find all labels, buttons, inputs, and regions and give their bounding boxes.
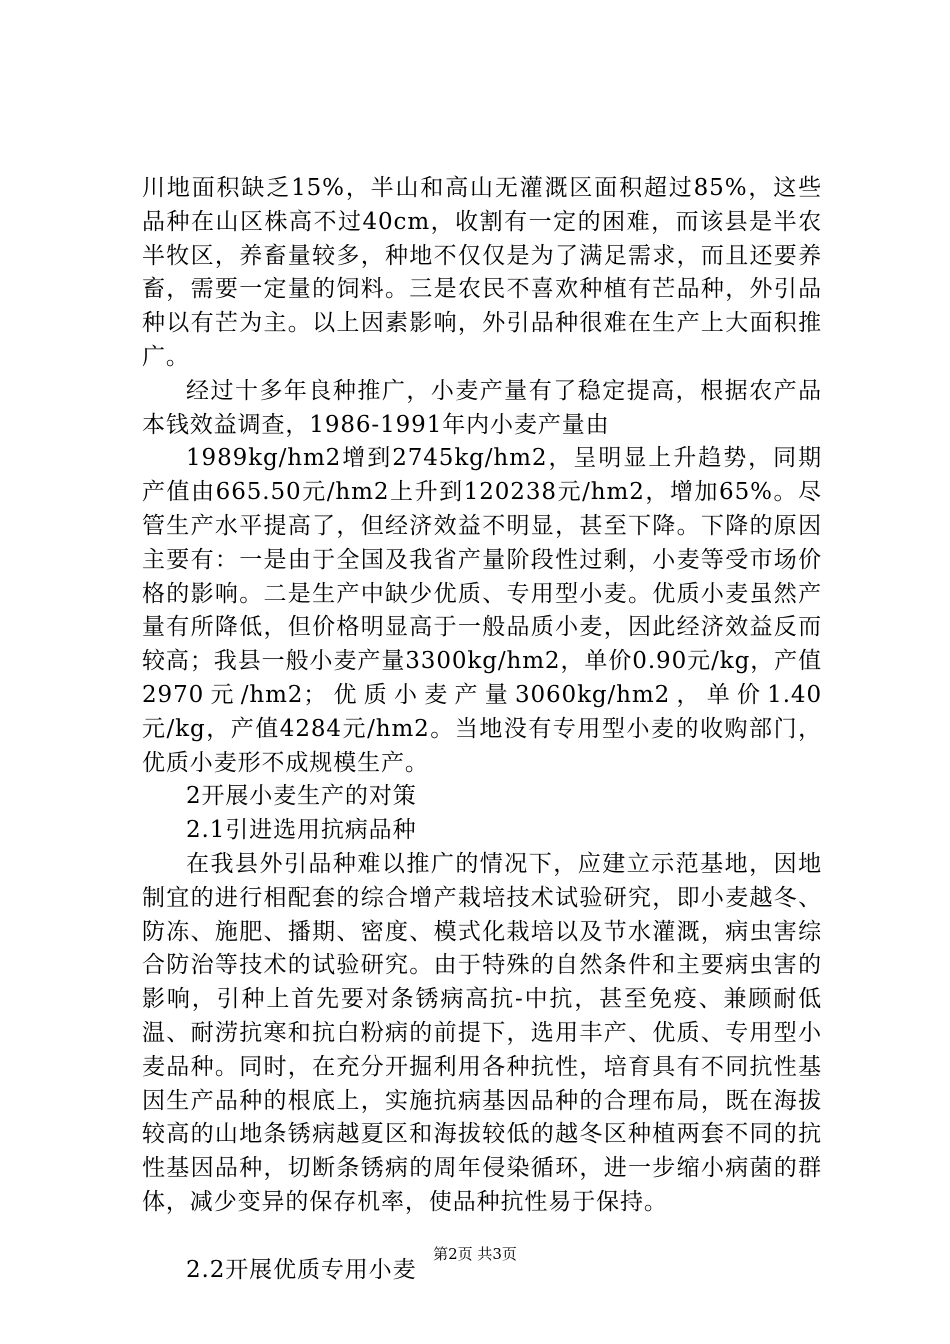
subsection-heading-disease-resistant: 2.1引进选用抗病品种 [186,817,417,844]
document-body [142,172,822,1288]
paragraph-economic-benefit: 1989kg/hm2增到2745kg/hm2，呈明显上升趋势，同期产值由665.50元/hm2上升到120238元/hm2，增加65%。尽管生产水平提高了，但经济效益不明显，甚至下降。下降的原因主要有：一是由于全国及我省产量阶段性过剩，小麦等受市场价格的影响。二是生产中缺少优质、专用型小麦。优质小麦虽然产量有所降低，但价格明显高于一般品质小麦，因此经济效益反而较高；我县一般小麦产量3300kg/hm2，单价0.90元/kg，产值2970元/hm2；优质小麦产量3060kg/hm2，单价1.40元/kg，产值4284元/hm2。当地没有专用型小麦的收购部门，优质小麦形不成规模生产。 [142,445,822,776]
paragraph-continuation: 川地面积缺乏15%，半山和高山无灌溉区面积超过85%，这些品种在山区株高不过40cm，收割有一定的困难，而该县是半农半牧区，养畜量较多，种地不仅仅是为了满足需求，而且还要养畜，需要一定量的饲料。三是农民不喜欢种植有芒品种，外引品种以有芒为主。以上因素影响，外引品种很难在生产上大面积推广。 [142,175,822,370]
section-heading-countermeasures: 2开展小麦生产的对策 [186,783,417,810]
page-footer [0,1244,950,1264]
paragraph-yield-increase: 经过十多年良种推广，小麦产量有了稳定提高，根据农产品本钱效益调查，1986-1991年内小麦产量由 [142,377,822,438]
paragraph-demonstration-base: 在我县外引品种难以推广的情况下，应建立示范基地，因地制宜的进行相配套的综合增产栽培技术试验研究，即小麦越冬、防冻、施肥、播期、密度、模式化栽培以及节水灌溉，病虫害综合防治等技术的试验研究。由于特殊的自然条件和主要病虫害的影响，引种上首先要对条锈病高抗-中抗，甚至免疫、兼顾耐低温、耐涝抗寒和抗白粉病的前提下，选用丰产、优质、专用型小麦品种。同时，在充分开掘利用各种抗性，培育具有不同抗性基因生产品种的根底上，实施抗病基因品种的合理布局，既在海拔较高的山地条锈病越夏区和海拔较低的越冬区种植两套不同的抗性基因品种，切断条锈病的周年侵染循环，进一步缩小病菌的群体，减少变异的保存机率，使品种抗性易于保持。 [142,850,822,1215]
page-number-label: 第2页 共3页 [433,1245,517,1263]
subsection-heading-quality-wheat: 2.2开展优质专用小麦 [186,1256,417,1283]
